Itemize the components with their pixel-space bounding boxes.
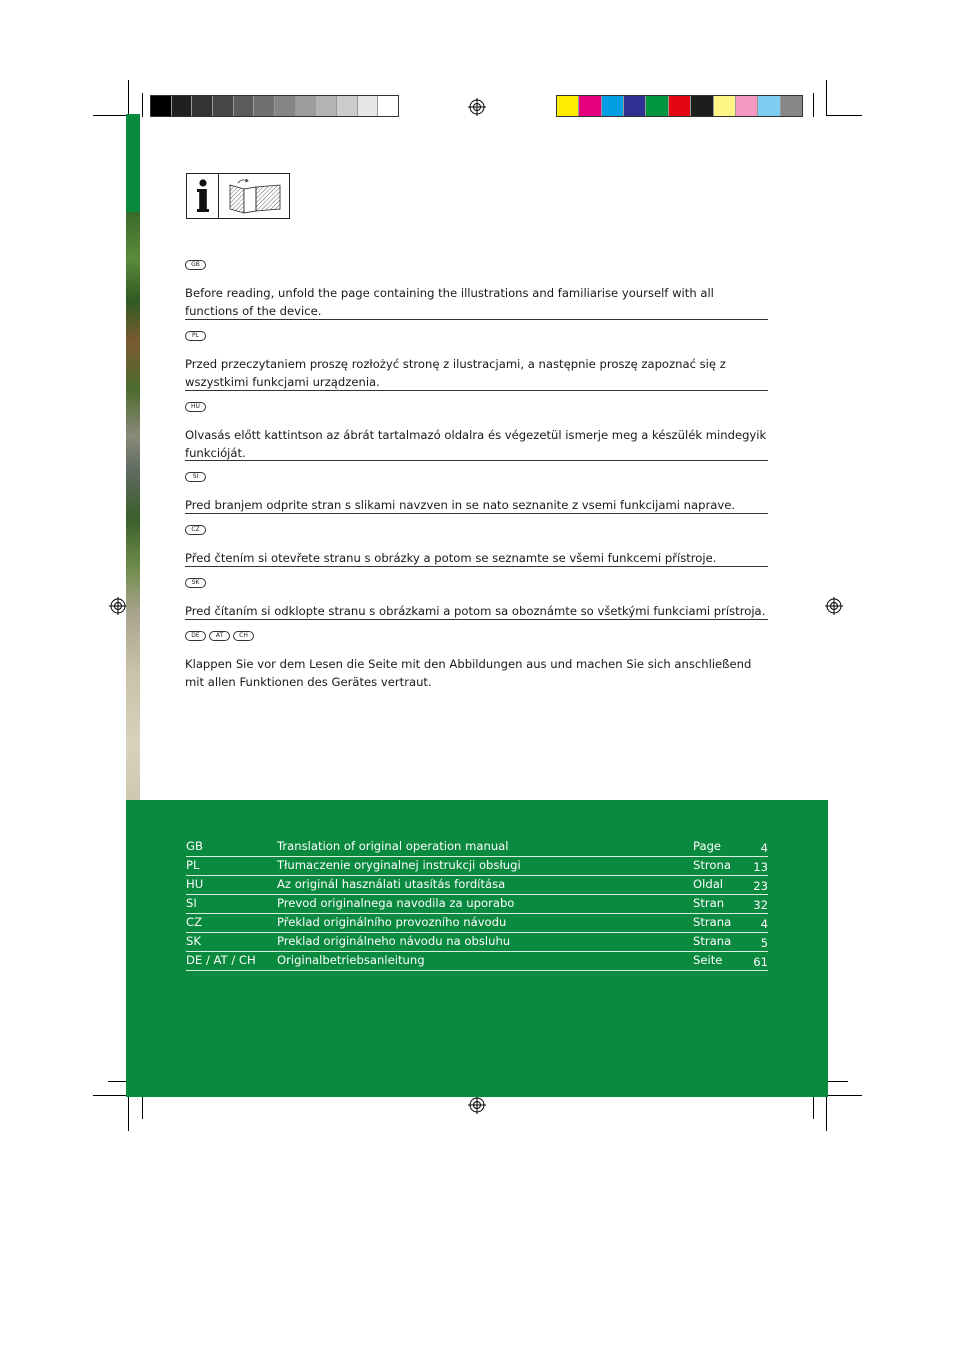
toc-page-number: 4: [760, 841, 768, 855]
toc-page-label: Strana: [693, 934, 732, 948]
language-badge: CZ: [185, 525, 206, 535]
info-unfold-icon-box: [186, 173, 290, 219]
language-badge: DE: [185, 631, 206, 641]
language-section-si: [185, 472, 768, 515]
toc-page-number: 4: [760, 917, 768, 931]
toc-page-label: Strana: [693, 915, 732, 929]
language-badge: SK: [185, 578, 206, 588]
toc-title: Az originál használati utasítás fordítása: [277, 877, 506, 891]
toc-row[interactable]: [186, 933, 768, 952]
section-text: Pred čítaním si odklopte stranu s obrázkami a potom sa oboznámte so všetkými funkciami prístroja.: [185, 604, 766, 618]
section-text: Před čtením si otevřete stranu s obrázky a potom se seznamte se všemi funkcemi přístroje.: [185, 551, 717, 565]
language-badge: PL: [185, 331, 206, 341]
toc-language-code: PL: [186, 858, 200, 872]
grayscale-swatch: [358, 96, 379, 116]
grayscale-swatch: [296, 96, 317, 116]
green-side-bar: [126, 114, 140, 212]
toc-row[interactable]: [186, 914, 768, 933]
color-calibration-strip: [556, 95, 803, 117]
registration-mark-icon: [825, 597, 843, 615]
toc-page-number: 61: [753, 955, 768, 969]
section-text: Pred branjem odprite stran s slikami navzven in se nato seznanite z vsemi funkcijami naprave.: [185, 498, 736, 512]
section-text: Olvasás előtt kattintson az ábrát tartalmazó oldalra és végezetül ismerje meg a készülék mindegyik funkcióját.: [185, 428, 767, 460]
toc-row[interactable]: [186, 857, 768, 876]
color-swatch: [669, 96, 691, 116]
grayscale-calibration-strip: [150, 95, 399, 117]
toc-page-number: 13: [753, 860, 768, 874]
grayscale-swatch: [337, 96, 358, 116]
toc-row[interactable]: [186, 952, 768, 971]
language-badge: SI: [185, 472, 206, 482]
toc-title: Translation of original operation manual: [277, 839, 509, 853]
language-badge: HU: [185, 402, 206, 412]
toc-title: Prevod originalnega navodila za uporabo: [277, 896, 515, 910]
color-swatch: [646, 96, 668, 116]
toc-page-label: Strona: [693, 858, 731, 872]
registration-mark-icon: [109, 597, 127, 615]
table-of-contents: [186, 838, 768, 971]
grayscale-swatch: [275, 96, 296, 116]
registration-mark-icon: [468, 1096, 486, 1114]
info-icon: [187, 174, 219, 218]
grayscale-swatch: [192, 96, 213, 116]
toc-row[interactable]: [186, 876, 768, 895]
toc-language-code: SI: [186, 896, 197, 910]
color-swatch: [579, 96, 601, 116]
grayscale-swatch: [316, 96, 337, 116]
toc-language-code: HU: [186, 877, 204, 891]
toc-page-number: 23: [753, 879, 768, 893]
language-section-cz: [185, 525, 768, 568]
section-divider: [185, 566, 768, 567]
section-divider: [185, 513, 768, 514]
language-badge: CH: [233, 631, 254, 641]
color-swatch: [691, 96, 713, 116]
toc-page-label: Oldal: [693, 877, 724, 891]
language-section-sk: [185, 578, 768, 621]
toc-title: Překlad originálního provozního návodu: [277, 915, 507, 929]
toc-language-code: GB: [186, 839, 203, 853]
section-divider: [185, 460, 768, 461]
toc-language-code: SK: [186, 934, 201, 948]
grayscale-swatch: [213, 96, 234, 116]
section-divider: [185, 390, 768, 391]
toc-title: Originalbetriebsanleitung: [277, 953, 425, 967]
color-swatch: [736, 96, 758, 116]
color-swatch: [781, 96, 802, 116]
toc-language-code: CZ: [186, 915, 203, 929]
section-divider: [185, 319, 768, 320]
unfold-page-icon: [219, 174, 289, 218]
color-swatch: [602, 96, 624, 116]
language-badge: AT: [209, 631, 230, 641]
toc-page-label: Seite: [693, 953, 723, 967]
toc-page-label: Page: [693, 839, 722, 853]
toc-row[interactable]: [186, 838, 768, 857]
grayscale-swatch: [172, 96, 193, 116]
section-divider: [185, 619, 768, 620]
language-section-pl: [185, 331, 768, 391]
color-swatch: [557, 96, 579, 116]
toc-row[interactable]: [186, 895, 768, 914]
grayscale-swatch: [234, 96, 255, 116]
toc-title: Tłumaczenie oryginalnej instrukcji obsługi: [277, 858, 521, 872]
toc-page-number: 5: [760, 936, 768, 950]
toc-page-label: Stran: [693, 896, 725, 910]
section-text: Klappen Sie vor dem Lesen die Seite mit den Abbildungen aus und machen Sie sich anschließend mit allen Funktionen des Gerätes vertraut.: [185, 657, 752, 689]
language-section-gb: [185, 260, 768, 320]
cover-photo-strip: [126, 212, 140, 802]
grayscale-swatch: [151, 96, 172, 116]
registration-mark-icon: [468, 98, 486, 116]
section-text: Przed przeczytaniem proszę rozłożyć stronę z ilustracjami, a następnie proszę zapoznać się z wszystkimi funkcjami urządzenia.: [185, 357, 726, 389]
toc-language-code: DE / AT / CH: [186, 953, 256, 967]
color-swatch: [758, 96, 780, 116]
language-section-de-at-ch: [185, 631, 768, 691]
grayscale-swatch: [378, 96, 398, 116]
toc-title: Preklad originálneho návodu na obsluhu: [277, 934, 511, 948]
language-section-hu: [185, 402, 768, 462]
grayscale-swatch: [254, 96, 275, 116]
color-swatch: [714, 96, 736, 116]
language-badge: GB: [185, 260, 206, 270]
section-text: Before reading, unfold the page containing the illustrations and familiarise yourself with all functions of the device.: [185, 286, 714, 318]
toc-page-number: 32: [753, 898, 768, 912]
color-swatch: [624, 96, 646, 116]
